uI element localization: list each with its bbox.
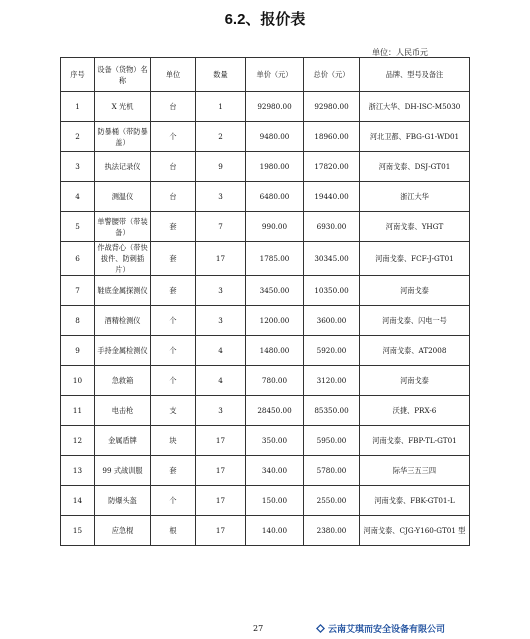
table-cell: 急救箱 [95, 366, 151, 396]
table-cell: 1200.00 [246, 306, 304, 336]
table-cell: 15 [61, 516, 95, 546]
table-cell: 河南戈泰、闪电一号 [360, 306, 470, 336]
table-cell: 17 [196, 486, 246, 516]
currency-unit-label: 单位：人民币元 [372, 48, 428, 57]
table-cell: 2550.00 [304, 486, 360, 516]
table-cell: 3 [196, 396, 246, 426]
table-cell: 990.00 [246, 212, 304, 242]
table-row [61, 426, 470, 456]
table-cell: 河南戈泰 [360, 366, 470, 396]
table-cell: 17820.00 [304, 152, 360, 182]
table-cell: 3600.00 [304, 306, 360, 336]
table-cell: 套 [151, 212, 196, 242]
table-cell: 4 [196, 366, 246, 396]
table-cell: 2380.00 [304, 516, 360, 546]
header-cell: 单价（元） [246, 58, 304, 92]
table-cell: 防爆头盔 [95, 486, 151, 516]
table-row [61, 242, 470, 276]
table-cell: 14 [61, 486, 95, 516]
table-cell: 5780.00 [304, 456, 360, 486]
table-cell: 河南戈泰、FCF-J-GT01 [360, 242, 470, 276]
table-cell: 河南戈泰、DSJ-GT01 [360, 152, 470, 182]
table-cell: 单警腰带（带装备） [95, 212, 151, 242]
table-cell: 个 [151, 486, 196, 516]
table-cell: 6930.00 [304, 212, 360, 242]
table-cell: 2 [61, 122, 95, 152]
table-cell: 浙江大华、DH-ISC-M5030 [360, 92, 470, 122]
table-cell: 河南戈泰、AT2008 [360, 336, 470, 366]
table-cell: 台 [151, 152, 196, 182]
table-cell: 85350.00 [304, 396, 360, 426]
company-logo-icon [316, 624, 325, 633]
table-cell: 28450.00 [246, 396, 304, 426]
table-cell: 金属盾牌 [95, 426, 151, 456]
table-cell: 3 [61, 152, 95, 182]
table-cell: 套 [151, 242, 196, 276]
table-cell: 浙江大华 [360, 182, 470, 212]
table-cell: 河南戈泰、FBP-TL-GT01 [360, 426, 470, 456]
table-cell: 支 [151, 396, 196, 426]
company-name: 云南艾琪而安全设备有限公司 [328, 624, 446, 634]
table-cell: 电击枪 [95, 396, 151, 426]
table-cell: 块 [151, 426, 196, 456]
table-cell: 12 [61, 426, 95, 456]
table-cell: 酒精检测仪 [95, 306, 151, 336]
table-cell: 30345.00 [304, 242, 360, 276]
table-cell: 17 [196, 426, 246, 456]
table-cell: 应急棍 [95, 516, 151, 546]
header-cell: 单位 [151, 58, 196, 92]
table-cell: 17 [196, 456, 246, 486]
page-number: 27 [253, 624, 264, 633]
header-cell: 数量 [196, 58, 246, 92]
table-cell: 10350.00 [304, 276, 360, 306]
quotation-table [60, 57, 470, 546]
table-cell: 台 [151, 182, 196, 212]
table-cell: 7 [61, 276, 95, 306]
table-cell: 3 [196, 182, 246, 212]
table-cell: 8 [61, 306, 95, 336]
table-cell: 测温仪 [95, 182, 151, 212]
table-cell: 1480.00 [246, 336, 304, 366]
table-row [61, 366, 470, 396]
table-cell: 3450.00 [246, 276, 304, 306]
table-cell: 4 [61, 182, 95, 212]
table-cell: 手持金属检测仪 [95, 336, 151, 366]
table-cell: 6 [61, 242, 95, 276]
table-cell: 个 [151, 122, 196, 152]
table-cell: 1980.00 [246, 152, 304, 182]
table-cell: 台 [151, 92, 196, 122]
table-cell: 5950.00 [304, 426, 360, 456]
header-cell: 设备（货物）名称 [95, 58, 151, 92]
table-cell: 10 [61, 366, 95, 396]
table-cell: 3 [196, 306, 246, 336]
table-row [61, 306, 470, 336]
table-cell: 350.00 [246, 426, 304, 456]
table-cell: 河南戈泰、FBK-GT01-L [360, 486, 470, 516]
table-cell: 11 [61, 396, 95, 426]
table-cell: 9 [196, 152, 246, 182]
table-cell: 99 式战训服 [95, 456, 151, 486]
table-cell: X 光机 [95, 92, 151, 122]
table-cell: 5 [61, 212, 95, 242]
table-cell: 13 [61, 456, 95, 486]
header-cell: 总价（元） [304, 58, 360, 92]
table-row [61, 152, 470, 182]
table-row [61, 122, 470, 152]
page-title: 6.2、报价表 [224, 11, 306, 28]
table-header-row [61, 58, 470, 92]
table-cell: 92980.00 [246, 92, 304, 122]
table-cell: 5920.00 [304, 336, 360, 366]
table-row [61, 336, 470, 366]
table-cell: 17 [196, 242, 246, 276]
table-cell: 际华三五三四 [360, 456, 470, 486]
table-cell: 沃捷、PRX-6 [360, 396, 470, 426]
table-cell: 套 [151, 456, 196, 486]
table-cell: 执法记录仪 [95, 152, 151, 182]
table-cell: 9480.00 [246, 122, 304, 152]
table-cell: 92980.00 [304, 92, 360, 122]
table-cell: 鞋底金属探测仪 [95, 276, 151, 306]
table-cell: 根 [151, 516, 196, 546]
table-row [61, 486, 470, 516]
table-cell: 2 [196, 122, 246, 152]
table-row [61, 92, 470, 122]
table-cell: 3 [196, 276, 246, 306]
table-cell: 7 [196, 212, 246, 242]
table-cell: 河北卫都、FBG-G1-WD01 [360, 122, 470, 152]
table-cell: 作战背心（带快拔件、防刺插片） [95, 242, 151, 276]
table-cell: 4 [196, 336, 246, 366]
table-cell: 个 [151, 306, 196, 336]
table-cell: 6480.00 [246, 182, 304, 212]
table-cell: 140.00 [246, 516, 304, 546]
table-cell: 个 [151, 366, 196, 396]
table-row [61, 212, 470, 242]
table-cell: 9 [61, 336, 95, 366]
table-cell: 河南戈泰、YHGT [360, 212, 470, 242]
table-cell: 河南戈泰 [360, 276, 470, 306]
table-cell: 1 [196, 92, 246, 122]
table-cell: 个 [151, 336, 196, 366]
table-cell: 防暴桶（带防暴盖） [95, 122, 151, 152]
table-cell: 340.00 [246, 456, 304, 486]
table-cell: 套 [151, 276, 196, 306]
table-cell: 1785.00 [246, 242, 304, 276]
table-row [61, 516, 470, 546]
table-cell: 150.00 [246, 486, 304, 516]
table-cell: 17 [196, 516, 246, 546]
table-row [61, 396, 470, 426]
table-row [61, 182, 470, 212]
table-cell: 19440.00 [304, 182, 360, 212]
table-cell: 河南戈泰、CJG-Y160-GT01 型 [360, 516, 470, 546]
header-cell: 序号 [61, 58, 95, 92]
table-cell: 1 [61, 92, 95, 122]
table-cell: 780.00 [246, 366, 304, 396]
footer-company [316, 622, 445, 635]
table-row [61, 456, 470, 486]
table-row [61, 276, 470, 306]
header-cell: 品牌、型号及备注 [360, 58, 470, 92]
table-cell: 3120.00 [304, 366, 360, 396]
table-cell: 18960.00 [304, 122, 360, 152]
